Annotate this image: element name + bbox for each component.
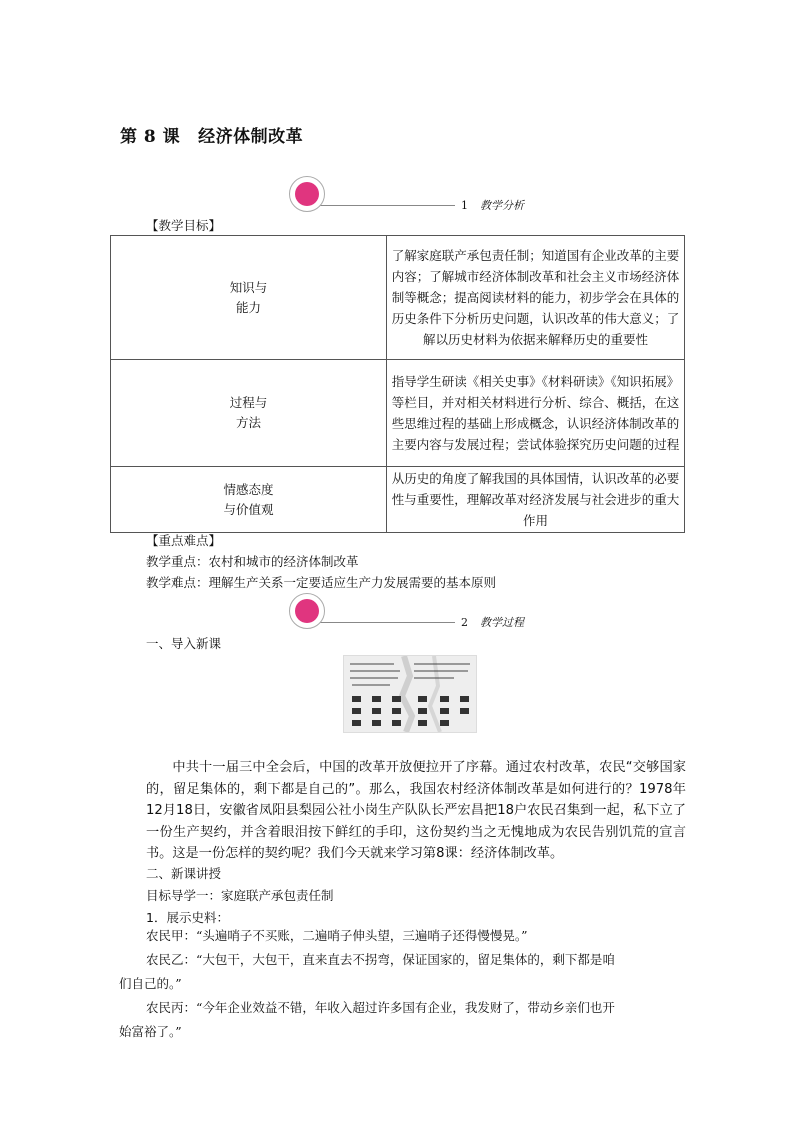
intro-heading: 一、导入新课 [146,636,222,651]
quote-farmer-a: 农民甲：“头遍哨子不买账，二遍哨子伸头望，三遍哨子还得慢慢晃。” [146,928,528,943]
quote-block [119,924,686,1044]
goal-key-cell: 情感态度 与价值观 [111,467,387,533]
goals-heading: 【教学目标】 [146,218,222,233]
section-label: 2 教学过程 [461,616,524,629]
step-1: 1．展示史料： [146,910,229,925]
quote-farmer-b-line2: 们自己的。” [119,976,182,991]
pink-dot-icon [295,182,319,206]
quote-farmer-b-line1: 农民乙：“大包干，大包干，直来直去不拐弯，保证国家的，留足集体的，剩下都是咱 [146,952,615,967]
table-row [111,467,685,533]
table-row [111,236,685,360]
goals-table [110,235,685,533]
teaching-focus: 教学重点：农村和城市的经济体制改革 [146,554,359,569]
intro-paragraph: 中共十一届三中全会后，中国的改革开放便拉开了序幕。通过农村改革，农民“交够国家的，留足集体的，剩下都是自己的”。那么，我国农村经济体制改革是如何进行的？1978年12月18日，安徽省凤阳县梨园公社小岗生产队队长严宏昌把18户农民召集到一起，私下立了一份生产契约，并含着眼泪按下鲜红的手印，这份契约当之无愧地成为农民告别饥荒的宣言书。这是一份怎样的契约呢？我们今天就来学习第8课：经济体制改革。 [146,760,686,861]
page-title [120,122,303,147]
quote-farmer-c-line1: 农民丙：“今年企业效益不错，年收入超过许多国有企业，我发财了，带动乡亲们也开 [146,1000,615,1015]
goal-key-cell: 过程与 方法 [111,360,387,467]
section-circle-icon [289,593,325,629]
goal-key-cell: 知识与 能力 [111,236,387,360]
section-divider-line [299,205,455,206]
lesson-number: 第 8 课 [120,127,181,147]
section-divider-line [299,622,455,623]
goal-value-cell: 从历史的角度了解我国的具体国情，认识改革的必要性与重要性，理解改革对经济发展与社会进步的重大作用 [387,467,685,533]
section-marker-analysis [289,176,589,216]
teaching-difficulty: 教学难点：理解生产关系一定要适应生产力发展需要的基本原则 [146,575,497,590]
table-row [111,360,685,467]
section-label: 1 教学分析 [461,199,524,212]
goal-value-cell: 了解家庭联产承包责任制；知道国有企业改革的主要内容；了解城市经济体制改革和社会主义市场经济体制等概念；提高阅读材料的能力，初步学会在具体的历史条件下分析历史问题，认识改革的伟大意义；了解以历史材料为依据来解释历史的重要性 [387,236,685,360]
goal-guide-1: 目标导学一：家庭联产承包责任制 [146,888,334,903]
contract-document-image [344,656,476,732]
pink-dot-icon [295,599,319,623]
lesson-name: 经济体制改革 [198,127,304,147]
contract-photo [343,655,477,733]
goal-value-cell: 指导学生研读《相关史事》《材料研读》《知识拓展》等栏目，并对相关材料进行分析、综合、概括，在这些思维过程的基础上形成概念，认识经济体制改革的主要内容与发展过程；尝试体验探究历史问题的过程 [387,360,685,467]
newlesson-heading: 二、新课讲授 [146,866,222,881]
keypoints-heading: 【重点难点】 [146,533,222,548]
quote-farmer-c-line2: 始富裕了。” [119,1024,182,1039]
section-circle-icon [289,176,325,212]
section-marker-process [289,593,589,633]
